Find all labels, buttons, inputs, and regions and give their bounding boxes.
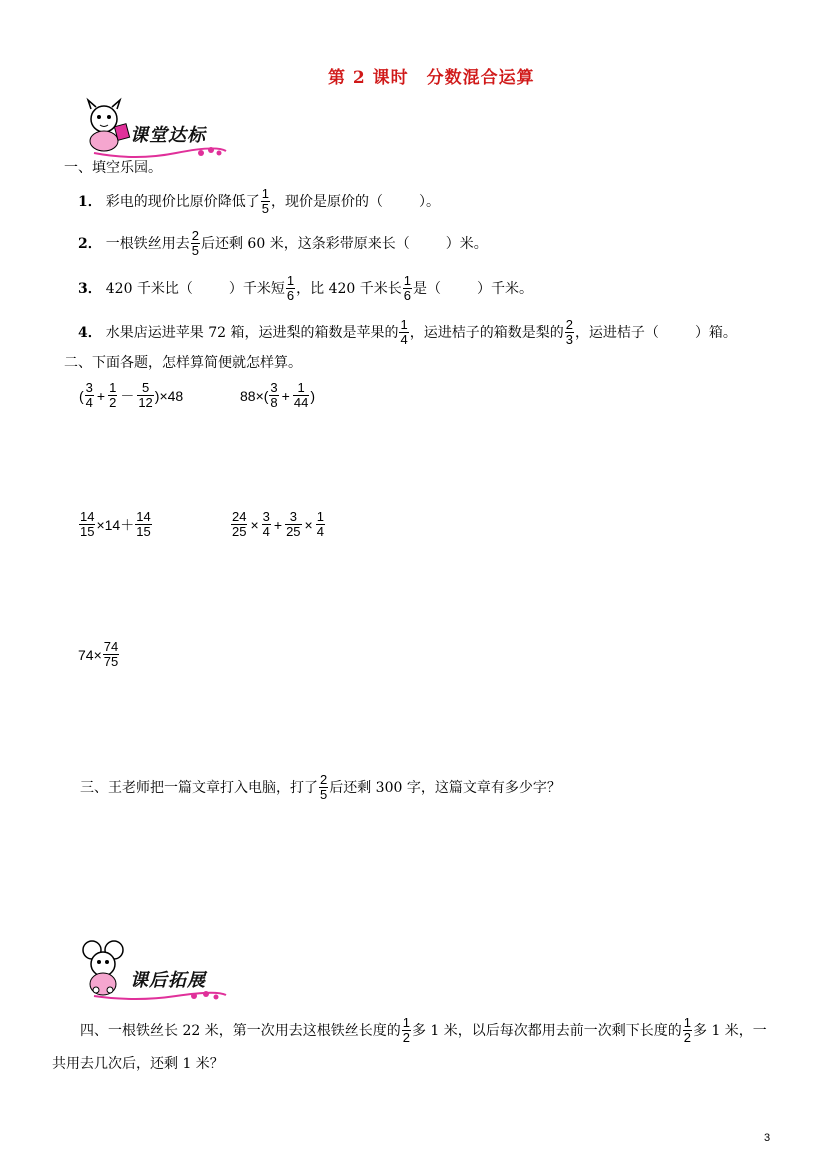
banner-class-goals [76, 95, 236, 163]
fraction: $\frac{1}{4}$ [316, 509, 324, 539]
fraction: $\frac{1}{2}$ [683, 1015, 691, 1045]
fraction: $\frac{5}{12}$ [138, 380, 153, 410]
fraction: $\frac{1}{2}$ [402, 1015, 410, 1045]
problem-text: 多 1 米，以后每次都用去前一次剩下长度的 [411, 1022, 682, 1039]
question-text: ）千米短 [228, 280, 285, 297]
fraction: $\frac{14}{15}$ [136, 509, 151, 539]
fraction: $\frac{1}{44}$ [293, 380, 309, 410]
question-text: 420 千米比（ [105, 280, 193, 297]
question-text: 后还剩 60 米，这条彩带原来长（ [200, 235, 410, 252]
fraction: $\frac{3}{4}$ [262, 509, 270, 539]
paren: ( [263, 387, 269, 404]
section-heading-1: 一、填空乐园。 [64, 160, 162, 176]
operator: + [281, 387, 290, 404]
question-text: ，运进桔子（ [574, 324, 659, 341]
fraction: $\frac{14}{15}$ [80, 509, 95, 539]
question-text: 水果店运进苹果 72 箱，运进梨的箱数是苹果的 [105, 324, 399, 341]
question-text: ）。 [418, 193, 440, 210]
question-text: ，比 420 千米长 [296, 280, 402, 297]
question-text: 一根铁丝用去 [105, 235, 190, 252]
expression-3 [78, 510, 153, 539]
question-number: 2． [78, 235, 102, 252]
fraction: $\frac{1}{6}$ [286, 273, 295, 303]
fraction: $\frac{1}{4}$ [400, 317, 408, 347]
problem-text: 四、一根铁丝长 22 米，第一次用去这根铁丝长度的 [80, 1022, 401, 1039]
expression-1 [79, 381, 183, 410]
banner-extension [76, 938, 236, 1006]
fraction: $\frac{2}{5}$ [320, 772, 328, 802]
expression-head: 88× [240, 387, 264, 404]
question-text: ）米。 [445, 235, 488, 252]
operator: + [96, 387, 106, 404]
fraction: $\frac{2}{3}$ [565, 317, 573, 347]
fraction: $\frac{3}{8}$ [270, 380, 278, 410]
paren: ) [310, 387, 315, 404]
question-text: 是（ [413, 280, 442, 297]
fraction: $\frac{1}{6}$ [403, 273, 412, 303]
question-number: 4． [78, 324, 102, 341]
banner-title: 课后拓展 [130, 970, 206, 991]
fraction: $\frac{1}{2}$ [109, 380, 117, 410]
operator: × [250, 516, 259, 533]
section-4-problem-line1 [80, 1016, 767, 1045]
question-text: ）千米。 [477, 280, 534, 297]
question-3 [78, 274, 533, 303]
fraction: $\frac{74}{75}$ [103, 639, 119, 669]
question-text: 彩电的现价比原价降低了 [105, 193, 260, 210]
section-3-problem [80, 773, 561, 802]
fraction: $\frac{1}{5}$ [261, 186, 269, 216]
fraction: $\frac{3}{25}$ [286, 509, 301, 539]
expression-5 [78, 640, 120, 669]
section-4-problem-line2: 共用去几次后，还剩 1 米？ [52, 1056, 224, 1072]
question-1 [78, 187, 440, 216]
question-number: 3． [78, 280, 102, 297]
expression-4 [230, 510, 326, 539]
problem-text: 三、王老师把一篇文章打入电脑，打了 [80, 779, 318, 796]
expression-2 [240, 381, 315, 410]
expression-mid: ×14＋ [96, 516, 135, 533]
operator: + [273, 516, 283, 533]
banner-title: 课堂达标 [130, 125, 206, 146]
expression-head: 74× [78, 646, 102, 663]
paren: ( [79, 387, 84, 404]
fraction: $\frac{3}{4}$ [85, 380, 93, 410]
paren: ) [154, 387, 160, 404]
question-number: 1． [78, 193, 102, 210]
question-text: ）箱。 [694, 324, 737, 341]
problem-text: 多 1 米，一 [693, 1022, 767, 1039]
page-number: 3 [764, 1132, 771, 1144]
operator: × [304, 516, 313, 533]
problem-text: 后还剩 300 字，这篇文章有多少字？ [329, 779, 561, 796]
section-heading-2: 二、下面各题，怎样算简便就怎样算。 [64, 355, 302, 371]
page-title: 第 2 课时 分数混合运算 [328, 68, 535, 88]
question-4 [78, 318, 737, 347]
fraction: $\frac{2}{5}$ [191, 228, 199, 258]
operator: － [120, 387, 135, 404]
fraction: $\frac{24}{25}$ [232, 509, 247, 539]
expression-tail: ×48 [159, 387, 184, 404]
question-text: ，运进桔子的箱数是梨的 [409, 324, 564, 341]
question-text: ，现价是原价的（ [270, 193, 383, 210]
question-2 [78, 229, 488, 258]
